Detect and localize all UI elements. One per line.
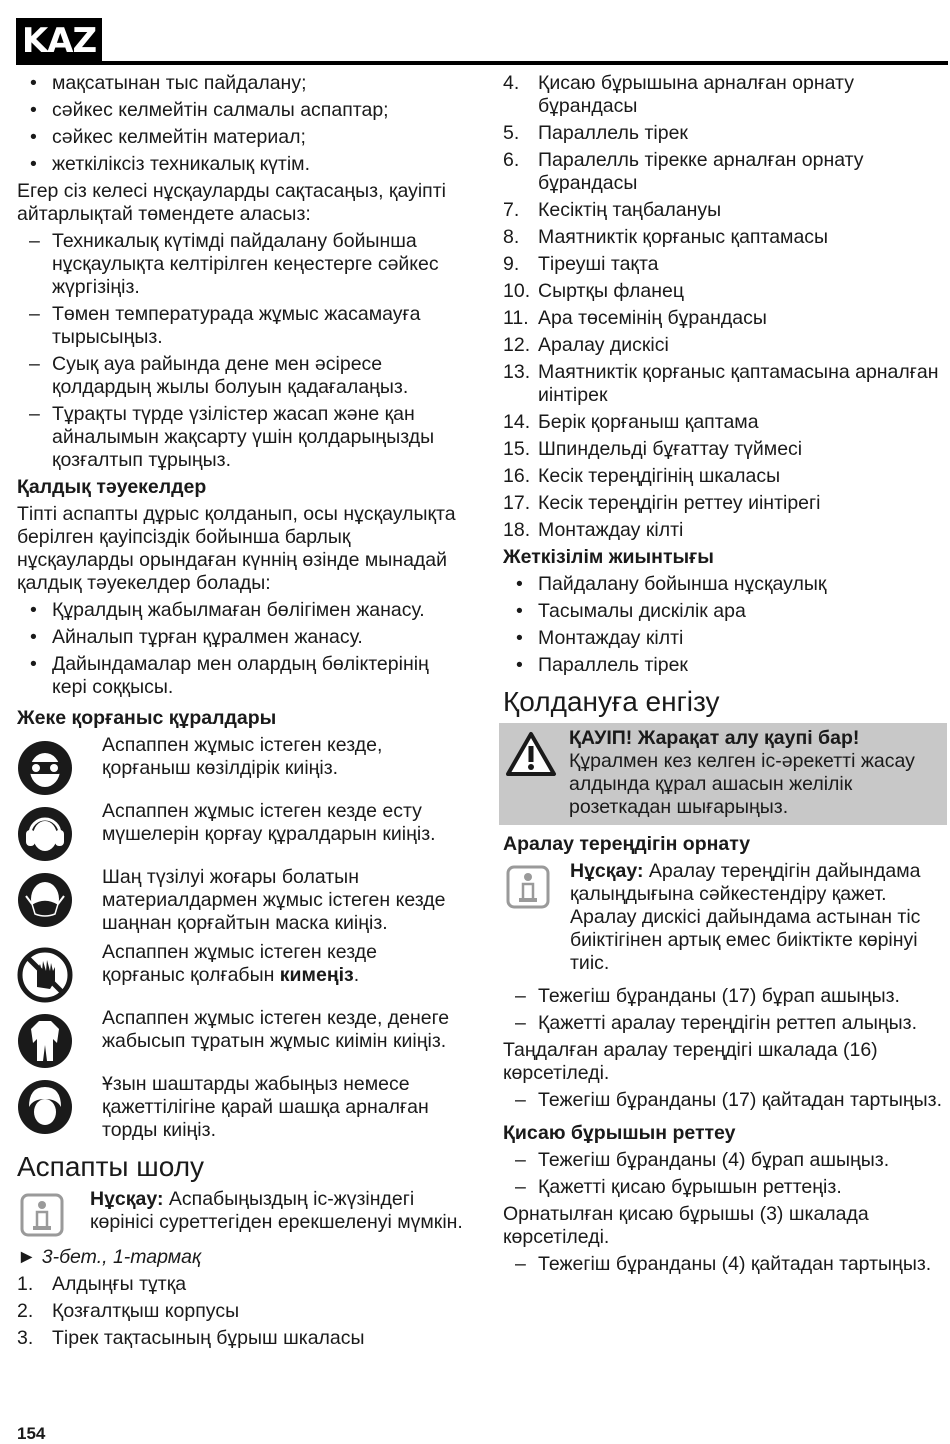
residual-risks-list [17,599,465,699]
list-item: 8. Маятниктік қорғаныс қаптамасы [503,226,829,248]
list-item: – Тежегіш бұранданы (4) қайтадан тартыңыз. [515,1253,932,1275]
list-item: • Монтаждау кілті [516,627,684,649]
cut-depth-heading: Аралау тереңдігін орнату [503,833,751,855]
tilt-info: Орнатылған қисаю бұрышы (3) шкалада көрсетіледі. [503,1203,869,1248]
list-item: 17. Кесік тереңдігін реттеу иінтірегі [503,492,821,514]
warning-text: Құралмен кез келген іс-әрекетті жасау алдында құрал ашасын желілік розеткадан шығарыңыз. [569,750,915,818]
list-item: 9. Тіреуші тақта [503,253,659,275]
info-icon [19,1192,65,1238]
list-item: 11. Ара төсемінің бұрандасы [503,307,767,329]
cut-depth-steps [503,985,943,1035]
parts-list-left [17,1273,465,1350]
ppe-item-ear-protection: Аспаппен жұмыс істеген кезде есту мүшелерін қорғау құралдарын киіңіз. [17,800,465,860]
list-item: 4. Қисаю бұрышына арналған орнату бұрандасы [503,72,854,117]
list-item: – Қажетті аралау тереңдігін реттеп алыңыз. [515,1012,918,1034]
list-item: • мақсатынан тыс пайдалану; [30,72,307,94]
tilt-steps [503,1149,943,1199]
ppe-item-hair-net: Ұзын шаштарды жабыңыз немесе қажеттілігіне қарай шашқа арналған торды киіңіз. [17,1073,465,1142]
figure-reference: ► 3-бет., 1-тармақ [17,1246,202,1268]
work-clothing-icon [17,1013,73,1069]
list-item: 15. Шпиндельді бұғаттау түймесі [503,438,803,460]
ppe-item-no-gloves: Аспаппен жұмыс істеген кезде қорғаныс қолғабын кимеңіз. [17,941,465,1001]
list-item: – Тежегіш бұранданы (17) қайтадан тартыңыз. [515,1089,943,1111]
no-gloves-icon [17,947,73,1003]
list-item: 6. Паралелль тірекке арналған орнату бұрандасы [503,149,864,194]
list-item: 10. Сыртқы фланец [503,280,685,302]
list-item: 13. Маятниктік қорғаныс қаптамасына арналған иінтірек [503,361,939,406]
list-item: 2. Қозғалтқыш корпусы [17,1300,240,1322]
list-item: • жеткіліксіз техникалық күтім. [30,153,310,175]
ppe-heading: Жеке қорғаныс құралдары [17,707,277,729]
list-item: 5. Параллель тірек [503,122,688,144]
list-item: • сәйкес келмейтін салмалы аспаптар; [30,99,389,121]
list-item: 3. Тірек тақтасының бұрыш шкаласы [17,1327,365,1349]
misuse-list [17,72,465,176]
list-item: – Қажетті қисаю бұрышын реттеңіз. [515,1176,842,1198]
recommendation-list [17,230,465,472]
page-number: 154 [17,1424,46,1443]
danger-warning-box [499,723,947,825]
intro-paragraph: Егер сіз келесі нұсқауларды сақтасаңыз, қауіпті айтарлықтай төмендете аласыз: [17,180,446,225]
list-item: • Параллель тірек [516,654,688,676]
list-item: 1. Алдыңғы тұтқа [17,1273,187,1295]
list-item: – Тұрақты түрде үзілістер жасап және қан айналымын жақсарту үшін қолдарыңызды қозғалтып тұрыңыз. [29,403,435,471]
overview-heading: Аспапты шолу [17,1151,205,1182]
parts-list-right [503,72,943,542]
list-item: – Төмен температурада жұмыс жасамауға тырысыңыз. [29,303,421,348]
dust-mask-icon [17,872,73,928]
cut-depth-info: Таңдалған аралау тереңдігі шкалада (16) көрсетіледі. [503,1039,878,1084]
residual-risks-heading: Қалдық тәуекелдер [17,476,207,498]
hair-net-icon [17,1079,73,1135]
list-item: • Тасымалы дискілік ара [516,600,746,622]
ppe-item-goggles: Аспаппен жұмыс істеген кезде, қорғаныш көзілдірік киіңіз. [17,734,465,794]
list-item: 7. Кесіктің таңбалануы [503,199,722,221]
list-item: 12. Аралау дискісі [503,334,669,356]
warning-triangle-icon [505,731,557,777]
tilt-angle-heading: Қисаю бұрышын реттеу [503,1122,736,1144]
list-item: • сәйкес келмейтін материал; [30,126,306,148]
delivery-list [503,573,943,677]
list-item: • Айналып тұрған құралмен жанасу. [30,626,363,648]
ear-protection-icon [17,806,73,862]
residual-risks-paragraph: Тіпті аспапты дұрыс қолданып, осы нұсқаулықта берілген қауіпсіздік бойынша барлық нұсқауларды орындаған күннің өзінде мынадай қалдық тәуекелдер болады: [17,503,456,594]
list-item: • Құралдың жабылмаған бөлігімен жанасу. [30,599,425,621]
list-item: – Суық ауа райында дене мен әсіресе қолдардың жылы болуын қадағалаңыз. [29,353,409,398]
list-item: • Дайындамалар мен олардың бөліктерінің кері соққысы. [30,653,429,698]
left-column [17,72,465,1354]
overview-note: Нұсқау: Аспабыңыздың іс-жүзіндегі көрінісі суреттегіден ерекшеленуі мүмкін. [17,1188,465,1234]
cut-depth-note: Нұсқау: Аралау тереңдігін дайындама қалыңдығына сәйкестендіру қажет. Аралау дискісі дайындама астынан тіс биіктігінен артық емес биіктікте көрінуі тиіс. [503,860,943,975]
delivery-heading: Жеткізілім жиынтығы [503,546,714,568]
right-column [503,72,943,1280]
start-up-heading: Қолдануға енгізу [503,686,720,717]
warning-title: ҚАУІП! Жарақат алу қаупі бар! [569,727,860,749]
ppe-item-dust-mask: Шаң түзілуі жоғары болатын материалдармен жұмыс істеген кезде шаңнан қорғайтын маска киіңіз. [17,866,465,935]
list-item: 16. Кесік тереңдігінің шкаласы [503,465,781,487]
header-rule [16,61,948,65]
goggles-icon [17,740,73,796]
info-icon [505,864,551,910]
language-badge: KAZ [16,18,102,64]
list-item: – Тежегіш бұранданы (4) бұрап ашыңыз. [515,1149,890,1171]
list-item: • Пайдалану бойынша нұсқаулық [516,573,827,595]
list-item: – Техникалық күтімді пайдалану бойынша нұсқаулықта келтірілген кеңестерге сәйкес жүргізіңіз. [29,230,439,298]
list-item: 18. Монтаждау кілті [503,519,684,541]
ppe-item-work-clothing: Аспаппен жұмыс істеген кезде, денеге жабысып тұратын жұмыс киімін киіңіз. [17,1007,465,1067]
list-item: 14. Берік қорғаныш қаптама [503,411,759,433]
list-item: – Тежегіш бұранданы (17) бұрап ашыңыз. [515,985,900,1007]
